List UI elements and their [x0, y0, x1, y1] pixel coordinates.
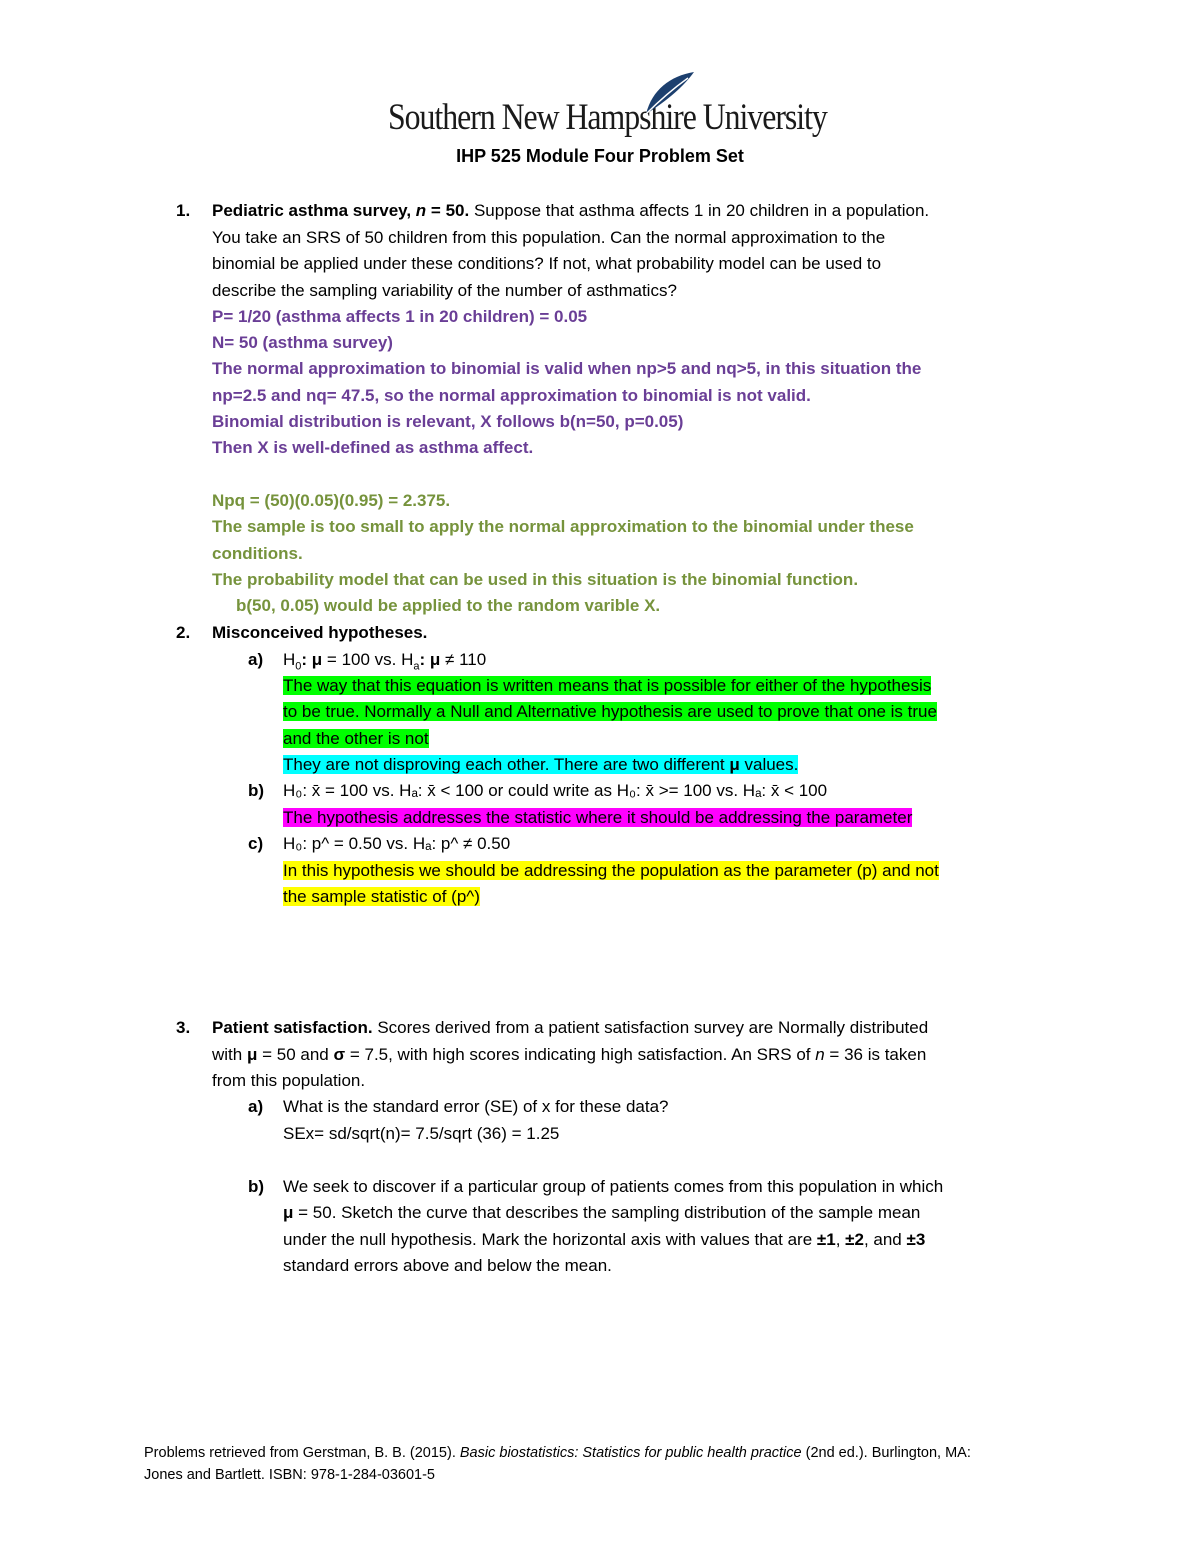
q1-line-4: describe the sampling variability of the number of asthmatics?: [212, 281, 677, 300]
q3b-line-4: standard errors above and below the mean.: [283, 1256, 612, 1275]
question-number: 3.: [176, 1018, 191, 1037]
answer-line: conditions.: [212, 544, 303, 563]
footer-citation: Problems retrieved from Gerstman, B. B. (2015). Basic biostatistics: Statistics for public health practice (2nd ed.). Burlington, MA:: [144, 1445, 971, 1461]
q3b-line-2: μ = 50. Sketch the curve that describes the sampling distribution of the sample mean: [283, 1203, 921, 1222]
q2b-hypotheses: H₀: x̄ = 100 vs. Hₐ: x̄ < 100 or could write as H₀: x̄ >= 100 vs. Hₐ: x̄ < 100: [283, 781, 828, 800]
leaf-icon: [638, 70, 698, 120]
q2a-hypotheses: $H_0$: μ = 100 vs. $H_a$: μ ≠ 110: [283, 650, 487, 673]
q2c-hypotheses: H₀: p^ = 0.50 vs. Hₐ: p^ ≠ 0.50: [283, 834, 511, 853]
answer-line: b(50, 0.05) would be applied to the random varible X.: [236, 596, 661, 615]
q1-line-3: binomial be applied under these conditions? If not, what probability model can be used to: [212, 254, 882, 273]
sub-label: a): [248, 650, 264, 669]
answer-line: Binomial distribution is relevant, X follows b(n=50, p=0.05): [212, 412, 684, 431]
q3a-answer: SEx= sd/sqrt(n)= 7.5/sqrt (36) = 1.25: [283, 1124, 560, 1143]
answer-line: The sample is too small to apply the normal approximation to the binomial under these: [212, 517, 914, 536]
university-logo: [388, 70, 827, 140]
answer-line: The probability model that can be used in this situation is the binomial function.: [212, 570, 859, 589]
highlighted-answer: They are not disproving each other. There are two different μ values.: [283, 755, 799, 774]
highlighted-answer: the sample statistic of (p^): [283, 887, 480, 906]
q3-line-1: Patient satisfaction. Scores derived from a patient satisfaction survey are Normally distributed: [212, 1018, 929, 1037]
q2-title: Misconceived hypotheses.: [212, 623, 428, 642]
sub-label: a): [248, 1097, 264, 1116]
sub-label: c): [248, 834, 264, 853]
footer-citation-line-2: Jones and Bartlett. ISBN: 978-1-284-03601-5: [144, 1467, 435, 1483]
question-number: 2.: [176, 623, 191, 642]
answer-line: np=2.5 and nq= 47.5, so the normal approximation to binomial is not valid.: [212, 386, 811, 405]
answer-line: Then X is well-defined as asthma affect.: [212, 438, 534, 457]
sub-label: b): [248, 781, 265, 800]
q3b-line-1: We seek to discover if a particular group of patients comes from this population in which: [283, 1177, 944, 1196]
answer-line: The normal approximation to binomial is valid when np>5 and nq>5, in this situation the: [212, 359, 922, 378]
highlighted-answer: and the other is not: [283, 729, 429, 748]
question-number: 1.: [176, 201, 191, 220]
q3-line-2: with μ = 50 and σ = 7.5, with high scores indicating high satisfaction. An SRS of n = 36 is taken: [212, 1045, 927, 1064]
q3b-line-3: under the null hypothesis. Mark the horizontal axis with values that are ±1, ±2, and ±3: [283, 1230, 926, 1249]
highlighted-answer: The way that this equation is written means that is possible for either of the hypothesis: [283, 676, 932, 695]
q3a-question: What is the standard error (SE) of x for these data?: [283, 1097, 669, 1116]
highlighted-answer: In this hypothesis we should be addressing the population as the parameter (p) and not: [283, 861, 939, 880]
q3-line-3: from this population.: [212, 1071, 366, 1090]
answer-line: N= 50 (asthma survey): [212, 333, 393, 352]
university-name: Southern New Hampshire University: [388, 97, 827, 138]
page-title: IHP 525 Module Four Problem Set: [456, 146, 744, 166]
highlighted-answer: to be true. Normally a Null and Alternative hypothesis are used to prove that one is true: [283, 702, 937, 721]
q1-line-1: Pediatric asthma survey, n = 50. Suppose that asthma affects 1 in 20 children in a population.: [212, 201, 930, 220]
highlighted-answer: The hypothesis addresses the statistic where it should be addressing the parameter: [283, 808, 913, 827]
q1-line-2: You take an SRS of 50 children from this population. Can the normal approximation to the: [212, 228, 886, 247]
answer-line: Npq = (50)(0.05)(0.95) = 2.375.: [212, 491, 451, 510]
sub-label: b): [248, 1177, 265, 1196]
answer-line: P= 1/20 (asthma affects 1 in 20 children) = 0.05: [212, 307, 588, 326]
